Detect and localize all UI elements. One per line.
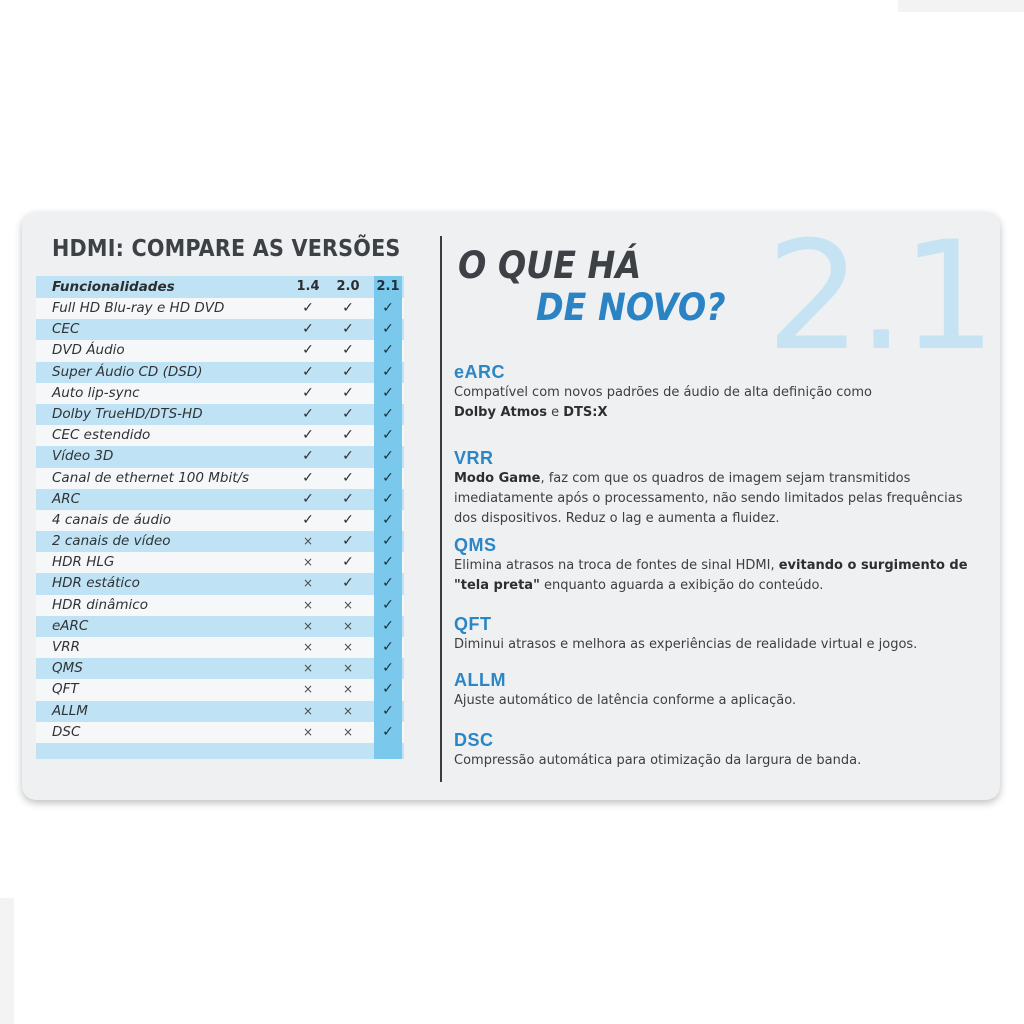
cross-mark-v20: ×: [342, 618, 354, 633]
table-footer-row: [36, 743, 404, 759]
check-mark-v21: ✓: [382, 448, 394, 465]
table-header-row: [36, 276, 404, 298]
check-mark-v21: ✓: [382, 533, 394, 550]
feature-name: DVD Áudio: [52, 342, 125, 359]
check-mark-v21: ✓: [382, 490, 394, 507]
cross-mark-v14: ×: [302, 724, 314, 739]
check-mark-v14: ✓: [302, 427, 314, 444]
check-mark-v21: ✓: [382, 300, 394, 316]
feature-name: QFT: [454, 614, 492, 634]
header-v20: 2.0: [336, 279, 360, 294]
feature-desc-text: Ajuste automático de latência conforme a aplicação.: [454, 693, 797, 708]
check-mark-v21: ✓: [382, 702, 394, 719]
feature-desc-text: Compressão automática para otimização da largura de banda.: [454, 753, 862, 768]
cross-mark-v14: ×: [302, 576, 314, 591]
check-mark-v20: ✓: [342, 448, 354, 465]
check-mark-v14: ✓: [302, 321, 314, 338]
cross-mark-v14: ×: [302, 703, 314, 718]
feature-name: Full HD Blu-ray e HD DVD: [52, 300, 225, 316]
check-mark-v21: ✓: [382, 469, 394, 486]
feature-desc-text: , faz com que os quadros de imagem sejam transmitidos imediatamente após o processamento, não sendo limitados pelas frequências dos dispositivos. Reduz o lag e aumenta a fluidez.: [454, 471, 963, 526]
feature-description: [454, 751, 984, 771]
cross-mark-v14: ×: [302, 618, 314, 633]
feature-description: [454, 635, 984, 655]
cross-mark-v14: ×: [302, 640, 314, 654]
check-mark-v20: ✓: [342, 342, 354, 359]
table-row: [36, 658, 404, 679]
feature-desc-text: e: [546, 405, 564, 420]
feature-name: HDR estático: [52, 575, 140, 592]
feature-desc-text: enquanto aguarda a exibição do conteúdo.: [539, 578, 824, 593]
check-mark-v21: ✓: [382, 342, 394, 359]
check-mark-v21: ✓: [382, 363, 394, 380]
feature-name: DSC: [52, 723, 81, 740]
feature-earc: [454, 362, 984, 423]
feature-name: CEC estendido: [52, 427, 151, 444]
feature-desc-bold: evitando o surgimento de "tela preta": [454, 558, 968, 593]
feature-name: 4 canais de áudio: [52, 511, 172, 528]
comparison-card: [22, 212, 1000, 800]
table-row: [36, 552, 404, 573]
feature-desc-bold: Modo Game: [454, 471, 541, 486]
feature-name: eARC: [454, 362, 506, 382]
check-mark-v21: ✓: [382, 639, 394, 655]
check-mark-v20: ✓: [342, 511, 354, 528]
feature-name: Canal de ethernet 100 Mbit/s: [52, 469, 250, 486]
check-mark-v14: ✓: [302, 300, 314, 316]
table-row: [36, 340, 404, 361]
feature-name: Super Áudio CD (DSD): [52, 363, 203, 380]
col-2-1-highlight: [374, 743, 402, 759]
version-number-graphic: 2.1: [766, 212, 993, 384]
vertical-divider: [440, 236, 442, 782]
check-mark-v21: ✓: [382, 660, 394, 677]
feature-name: ARC: [52, 490, 81, 507]
table-row: [36, 616, 404, 637]
check-mark-v21: ✓: [382, 723, 394, 740]
feature-name: VRR: [454, 448, 494, 468]
check-mark-v21: ✓: [382, 384, 394, 401]
table-row: [36, 637, 404, 658]
table-row: [36, 298, 404, 319]
table-row: [36, 595, 404, 616]
check-mark-v21: ✓: [382, 575, 394, 592]
header-v14: 1.4: [296, 279, 320, 294]
feature-desc-text: Compatível com novos padrões de áudio de alta definição como: [454, 385, 872, 400]
table-row: [36, 468, 404, 489]
cross-mark-v14: ×: [302, 661, 314, 676]
cross-mark-v14: ×: [302, 534, 314, 549]
feature-dsc: [454, 730, 984, 771]
feature-name: Auto lip-sync: [52, 384, 140, 401]
feature-name: CEC: [52, 321, 80, 338]
check-mark-v20: ✓: [342, 427, 354, 444]
table-row: [36, 489, 404, 510]
check-mark-v21: ✓: [382, 427, 394, 444]
table-row: [36, 425, 404, 446]
feature-name: DSC: [454, 730, 494, 750]
table-row: [36, 446, 404, 467]
table-row: [36, 722, 404, 743]
table-row: [36, 679, 404, 700]
check-mark-v20: ✓: [342, 384, 354, 401]
check-mark-v21: ✓: [382, 511, 394, 528]
cross-mark-v20: ×: [342, 661, 354, 676]
table-row: [36, 701, 404, 722]
feature-qft: [454, 614, 984, 655]
check-mark-v14: ✓: [302, 405, 314, 422]
cross-mark-v20: ×: [342, 682, 354, 697]
table-row: [36, 510, 404, 531]
feature-qms: [454, 535, 984, 596]
whats-new-title-line1: O QUE HÁ: [458, 244, 642, 287]
feature-name: VRR: [52, 639, 80, 655]
table-row: [36, 362, 404, 383]
feature-name: HDR dinâmico: [52, 596, 148, 613]
check-mark-v20: ✓: [342, 533, 354, 550]
cross-mark-v20: ×: [342, 640, 354, 654]
feature-vrr: [454, 448, 984, 529]
check-mark-v14: ✓: [302, 511, 314, 528]
feature-name: ALLM: [454, 670, 506, 690]
check-mark-v21: ✓: [382, 596, 394, 613]
feature-name: ALLM: [52, 702, 88, 719]
check-mark-v14: ✓: [302, 363, 314, 380]
feature-name: eARC: [52, 617, 89, 634]
check-mark-v20: ✓: [342, 405, 354, 422]
check-mark-v14: ✓: [302, 469, 314, 486]
compare-title: HDMI: COMPARE AS VERSÕES: [52, 236, 401, 262]
check-mark-v20: ✓: [342, 300, 354, 316]
feature-name: 2 canais de vídeo: [52, 533, 171, 550]
check-mark-v21: ✓: [382, 681, 394, 698]
feature-description: [454, 383, 984, 423]
feature-desc-bold: DTS:X: [563, 405, 608, 420]
table-row: [36, 573, 404, 594]
check-mark-v14: ✓: [302, 490, 314, 507]
corner-patch-bottom-left: [0, 898, 14, 1024]
check-mark-v20: ✓: [342, 321, 354, 338]
feature-name: QMS: [52, 660, 83, 677]
header-v21: 2.1: [376, 279, 400, 294]
check-mark-v21: ✓: [382, 554, 394, 571]
check-mark-v14: ✓: [302, 342, 314, 359]
check-mark-v21: ✓: [382, 405, 394, 422]
feature-name: HDR HLG: [52, 554, 115, 571]
cross-mark-v20: ×: [342, 724, 354, 739]
feature-name: QMS: [454, 535, 497, 555]
comparison-table: [36, 276, 404, 759]
feature-name: Vídeo 3D: [52, 448, 114, 465]
corner-patch-top-right: [898, 0, 1024, 12]
check-mark-v20: ✓: [342, 363, 354, 380]
feature-desc-bold: Dolby Atmos: [454, 405, 547, 420]
check-mark-v20: ✓: [342, 490, 354, 507]
cross-mark-v20: ×: [342, 703, 354, 718]
check-mark-v21: ✓: [382, 617, 394, 634]
cross-mark-v14: ×: [302, 682, 314, 697]
table-row: [36, 404, 404, 425]
cross-mark-v14: ×: [302, 597, 314, 612]
check-mark-v20: ✓: [342, 469, 354, 486]
cross-mark-v14: ×: [302, 555, 314, 570]
check-mark-v20: ✓: [342, 554, 354, 571]
feature-desc-text: Diminui atrasos e melhora as experiências de realidade virtual e jogos.: [454, 637, 918, 652]
table-row: [36, 531, 404, 552]
feature-name: QFT: [52, 681, 79, 698]
feature-name: Dolby TrueHD/DTS-HD: [52, 405, 203, 422]
feature-desc-text: Elimina atrasos na troca de fontes de sinal HDMI,: [454, 558, 779, 573]
header-feature: Funcionalidades: [52, 279, 175, 295]
feature-description: [454, 691, 984, 711]
check-mark-v14: ✓: [302, 384, 314, 401]
check-mark-v20: ✓: [342, 575, 354, 592]
check-mark-v21: ✓: [382, 321, 394, 338]
feature-description: [454, 469, 984, 529]
whats-new-title-line2: DE NOVO?: [536, 286, 726, 329]
table-row: [36, 383, 404, 404]
feature-description: [454, 556, 984, 596]
check-mark-v14: ✓: [302, 448, 314, 465]
cross-mark-v20: ×: [342, 597, 354, 612]
feature-allm: [454, 670, 984, 711]
table-row: [36, 319, 404, 340]
